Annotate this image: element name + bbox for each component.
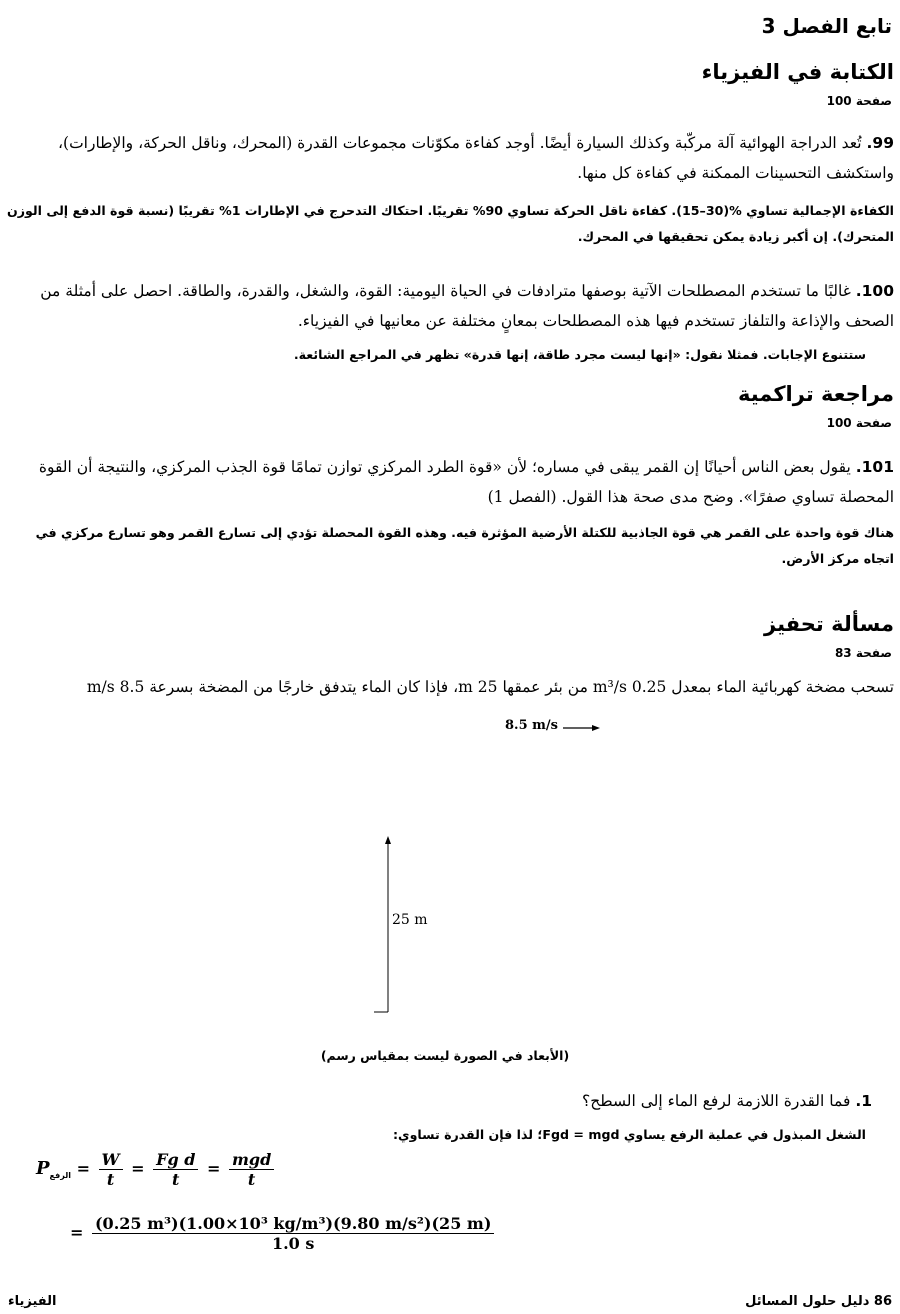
question-100 — [4, 276, 894, 336]
footer-page-label: 86 دليل حلول المسائل — [745, 1294, 892, 1309]
question-1 — [4, 1086, 872, 1116]
fraction-numerator: (0.25 m³)(1.00×10³ kg/m³)(9.80 m/s²)(25 m) — [92, 1214, 494, 1234]
question-text: غالبًا ما تستخدم المصطلحات الآتية بوصفها مترادفات في الحياة اليومية: القوة، والشغل، والقدرة، والطاقة. احصل على أمثلة من الصحف والإذاعة والتلفاز تستخدم فيها هذه المصطلحات بمعانٍ مختلفة عن معانيها في الفيزياء. — [40, 282, 894, 330]
fraction-denominator: t — [247, 1170, 256, 1189]
velocity-arrow-icon — [562, 722, 602, 734]
fraction-denominator: t — [106, 1170, 115, 1189]
power-symbol: P — [36, 1158, 50, 1179]
section-title-review: مراجعة تراكمية — [737, 382, 894, 406]
fraction-denominator: 1.0 s — [271, 1234, 315, 1253]
power-equation: $P_{الرفع}$ = $\frac{W}{t}$ = $\frac{\text{Fg d}}{t}$ = $\frac{\text{mgd}}{t}$ — [36, 1150, 277, 1189]
answer-101: هناك قوة واحدة على القمر هي قوة الجاذبية للكتلة الأرضية المؤثرة فيه. وهذه القوة المحصلة تؤدي إلى تسارع القمر وهو تسارع مركزي في اتجاه مركز الأرض. — [35, 525, 894, 566]
answer-100: ستتنوع الإجابات. فمثلا نقول: «إنها ليست مجرد طاقة، إنها قدرة» تظهر في المراجع الشائعة. — [293, 347, 866, 362]
fraction-numerator: W — [99, 1150, 123, 1170]
power-subscript: الرفع — [49, 1171, 71, 1181]
question-text: فما القدرة اللازمة لرفع الماء إلى السطح؟ — [582, 1092, 851, 1110]
challenge-problem: تسحب مضخة كهربائية الماء بمعدل 0.25 m³/s من بئر عمقها 25 m، فإذا كان الماء يتدفق خارجًا من المضخة بسرعة 8.5 m/s — [86, 678, 894, 696]
fraction-numerator: Fg d — [153, 1150, 198, 1170]
question-number: 99. — [866, 134, 894, 152]
page-reference: صفحة 100 — [826, 94, 892, 108]
question-number: 1. — [855, 1092, 872, 1110]
section-title-writing: الكتابة في الفيزياء — [701, 60, 894, 84]
question-101 — [4, 452, 894, 512]
question-99 — [4, 128, 894, 188]
answer-1: الشغل المبذول في عملية الرفع يساوي Fgd = mgd؛ لذا فإن القدرة تساوي: — [393, 1127, 866, 1142]
power-substitution: = $\frac{\text{(0.25 m³)(1.00×10³ kg/m³)(9.80 m/s²)(25 m)}}{1.0 s}$ — [70, 1214, 497, 1253]
page-reference: صفحة 83 — [834, 646, 892, 660]
depth-label: 25 m — [392, 912, 428, 928]
fraction-numerator: mgd — [229, 1150, 274, 1170]
question-text: تُعد الدراجة الهوائية آلة مركّبة وكذلك السيارة أيضًا. أوجد كفاءة مكوّنات مجموعات القدرة (المحرك، وناقل الحركة، والإطارات)، واستكشف التحسينات الممكنة في كفاءة كل منها. — [58, 134, 894, 182]
fraction-denominator: t — [172, 1170, 180, 1189]
chapter-heading: تابع الفصل 3 — [761, 14, 892, 38]
figure-caption: (الأبعاد في الصورة ليست بمقياس رسم) — [320, 1048, 570, 1063]
footer-book-title: الفيزياء — [8, 1294, 57, 1309]
question-number: 100. — [855, 282, 894, 300]
section-title-challenge: مسألة تحفيز — [764, 612, 894, 636]
answer-99: الكفاءة الإجمالية تساوي %(30–15). كفاءة ناقل الحركة تساوي 90% تقريبًا. احتكاك التدحرج في الإطارات 1% تقريبًا (نسبة قوة الدفع إلى الوزن المتحرك). إن أكبر زيادة يمكن تحقيقها في المحرك. — [7, 203, 894, 244]
page-reference: صفحة 100 — [826, 416, 892, 430]
question-number: 101. — [855, 458, 894, 476]
velocity-label: 8.5 m/s — [505, 718, 558, 733]
question-text: يقول بعض الناس أحيانًا إن القمر يبقى في مساره؛ لأن «قوة الطرد المركزي توازن تمامًا قوة الجذب المركزي، والنتيجة أن القوة المحصلة تساوي صفرًا». وضح مدى صحة هذا القول. (الفصل 1) — [38, 458, 894, 506]
